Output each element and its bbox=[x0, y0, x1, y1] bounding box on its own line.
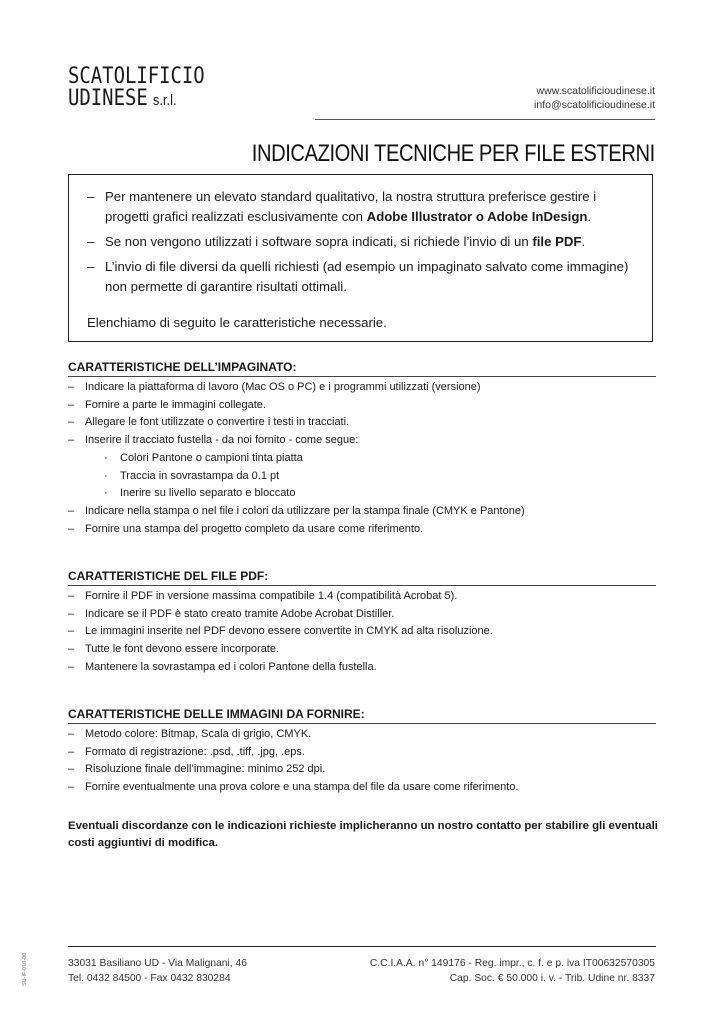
item-text: Indicare se il PDF è stato creato tramite Adobe Acrobat Distiller. bbox=[85, 607, 395, 620]
dash-bullet: – bbox=[68, 416, 75, 429]
intro-text: Se non vengono utilizzati i software sopra indicati, si richiede l’invio di un bbox=[105, 234, 533, 249]
phone-line: Tel. 0432 84500 - Fax 0432 830284 bbox=[68, 973, 231, 984]
list-item bbox=[68, 503, 656, 521]
dot-bullet: · bbox=[104, 487, 108, 500]
item-text: Allegare le font utilizzate o convertire i testi in tracciati. bbox=[85, 416, 350, 429]
dash-bullet: – bbox=[68, 607, 75, 620]
dash-bullet: – bbox=[68, 504, 75, 517]
logo-name: UDINESE bbox=[68, 86, 148, 111]
item-text: Colori Pantone o campioni tinta piatta bbox=[120, 451, 303, 464]
item-text: Risoluzione finale dell’immagine: minimo 252 dpi. bbox=[85, 763, 326, 776]
logo-line-2 bbox=[68, 88, 205, 112]
dash-bullet: – bbox=[87, 234, 95, 249]
sub-list bbox=[68, 450, 656, 503]
list-item bbox=[68, 414, 656, 432]
item-text: Fornire una stampa del progetto completo da usare come riferimento. bbox=[85, 522, 424, 535]
list-item bbox=[68, 779, 656, 797]
intro-item bbox=[87, 232, 632, 252]
discrepancy-notice: Eventuali discordanze con le indicazioni richieste implicheranno un nostro contatto per stabilire gli eventuali costi aggiuntivi di modifica. bbox=[68, 820, 658, 849]
dash-bullet: – bbox=[68, 381, 75, 393]
section-heading: CARATTERISTICHE DELLE IMMAGINI DA FORNIRE: bbox=[68, 707, 656, 724]
list-item bbox=[68, 397, 656, 415]
dash-bullet: – bbox=[68, 625, 75, 638]
list-item bbox=[68, 379, 656, 397]
list-item bbox=[68, 588, 656, 606]
item-text: Indicare la piattaforma di lavoro (Mac OS o PC) e i programmi utilizzati (versione) bbox=[85, 381, 481, 393]
dash-bullet: – bbox=[68, 728, 75, 740]
section-list bbox=[68, 588, 656, 677]
item-text: Inerire su livello separato e bloccato bbox=[120, 487, 296, 500]
intro-bold: Adobe Illustrator o Adobe InDesign bbox=[366, 209, 588, 224]
list-item bbox=[68, 641, 656, 659]
intro-item bbox=[87, 187, 632, 227]
item-text: Traccia in sovrastampa da 0.1 pt bbox=[120, 469, 280, 482]
list-item bbox=[68, 744, 656, 762]
list-item bbox=[68, 659, 656, 677]
list-item bbox=[68, 726, 656, 744]
dash-bullet: – bbox=[68, 781, 75, 794]
dash-bullet: – bbox=[87, 189, 95, 204]
intro-box bbox=[68, 174, 653, 342]
item-text: Metodo colore: Bitmap, Scala di grigio, CMYK. bbox=[85, 728, 312, 740]
dash-bullet: – bbox=[68, 763, 75, 776]
contact-block bbox=[534, 84, 655, 112]
section-heading: CARATTERISTICHE DELL’IMPAGINATO: bbox=[68, 360, 656, 377]
item-text: Fornire il PDF in versione massima compatibile 1.4 (compatibilità Acrobat 5). bbox=[85, 590, 458, 602]
footer-registry bbox=[370, 956, 655, 986]
intro-item bbox=[87, 257, 632, 297]
item-text: Fornire a parte le immagini collegate. bbox=[85, 398, 266, 411]
sub-item bbox=[104, 468, 656, 486]
list-item bbox=[68, 606, 656, 624]
website-link[interactable]: www.scatolificioudinese.it bbox=[536, 85, 655, 97]
list-item bbox=[68, 432, 656, 450]
section-file-pdf bbox=[68, 569, 656, 677]
intro-after: . bbox=[581, 234, 586, 249]
dash-bullet: – bbox=[68, 398, 75, 411]
intro-after: . bbox=[587, 209, 592, 224]
intro-list bbox=[87, 187, 632, 302]
dash-bullet: – bbox=[68, 590, 75, 602]
section-list bbox=[68, 726, 656, 797]
dash-bullet: – bbox=[68, 660, 75, 673]
logo-line-1: SCATOLIFICIO bbox=[68, 64, 205, 89]
sub-item bbox=[104, 450, 656, 468]
intro-text: Per mantenere un elevato standard qualitativo, la nostra struttura preferisce gestire i progetti grafici realizzati esclusivamente con bbox=[105, 189, 597, 224]
list-item bbox=[68, 761, 656, 779]
item-text: Formato di registrazione: .psd, .tiff, .jpg, .eps. bbox=[85, 745, 305, 758]
dash-bullet: – bbox=[68, 643, 75, 656]
section-impaginato bbox=[68, 360, 656, 538]
item-text: Tutte le font devono essere incorporate. bbox=[85, 643, 280, 656]
dash-bullet: – bbox=[68, 522, 75, 535]
intro-bold: file PDF bbox=[532, 234, 582, 249]
dash-bullet: – bbox=[87, 259, 95, 274]
intro-text: L’invio di file diversi da quelli richiesti (ad esempio un impaginato salvato come immagine) non permette di garantire risultati ottimali. bbox=[105, 259, 629, 294]
item-text: Inserire il tracciato fustella - da noi fornito - come segue: bbox=[85, 434, 359, 447]
list-item bbox=[68, 521, 656, 539]
dash-bullet: – bbox=[68, 434, 75, 447]
logo-suffix: s.r.l. bbox=[152, 92, 177, 109]
list-item bbox=[68, 623, 656, 641]
section-list bbox=[68, 503, 656, 538]
dot-bullet: · bbox=[104, 469, 108, 482]
capital-line: Cap. Soc. € 50.000 i. v. - Trib. Udine nr. 8337 bbox=[449, 973, 655, 984]
item-text: Fornire eventualmente una prova colore e una stampa del file da usare come riferimento. bbox=[85, 781, 519, 794]
section-immagini bbox=[68, 707, 656, 797]
item-text: Le immagini inserite nel PDF devono essere convertite in CMYK ad alta risoluzione. bbox=[85, 625, 493, 638]
email-link[interactable]: info@scatolificioudinese.it bbox=[534, 99, 655, 111]
item-text: Mantenere la sovrastampa ed i colori Pantone della fustella. bbox=[85, 660, 377, 673]
dash-bullet: – bbox=[68, 745, 75, 758]
registry-line: C.C.I.A.A. n° 149176 - Reg. impr., c. f. e p. iva IT00632570305 bbox=[369, 958, 655, 969]
document-code: SU-IF-010-00 bbox=[22, 952, 28, 986]
intro-closing: Elenchiamo di seguito le caratteristiche necessarie. bbox=[87, 315, 387, 330]
item-text: Indicare nella stampa o nel file i colori da utilizzare per la stampa finale (CMYK e Pantone) bbox=[85, 504, 525, 517]
header-divider bbox=[315, 119, 655, 120]
sub-item bbox=[104, 485, 656, 503]
address-line: 33031 Basiliano UD - Via Malignani, 46 bbox=[68, 958, 247, 969]
company-logo bbox=[68, 66, 227, 112]
document-title: INDICAZIONI TECNICHE PER FILE ESTERNI bbox=[251, 140, 655, 167]
section-list bbox=[68, 379, 656, 450]
footer-divider bbox=[68, 946, 656, 947]
section-heading: CARATTERISTICHE DEL FILE PDF: bbox=[68, 569, 656, 586]
footer-address bbox=[68, 956, 247, 986]
dot-bullet: · bbox=[104, 451, 108, 464]
